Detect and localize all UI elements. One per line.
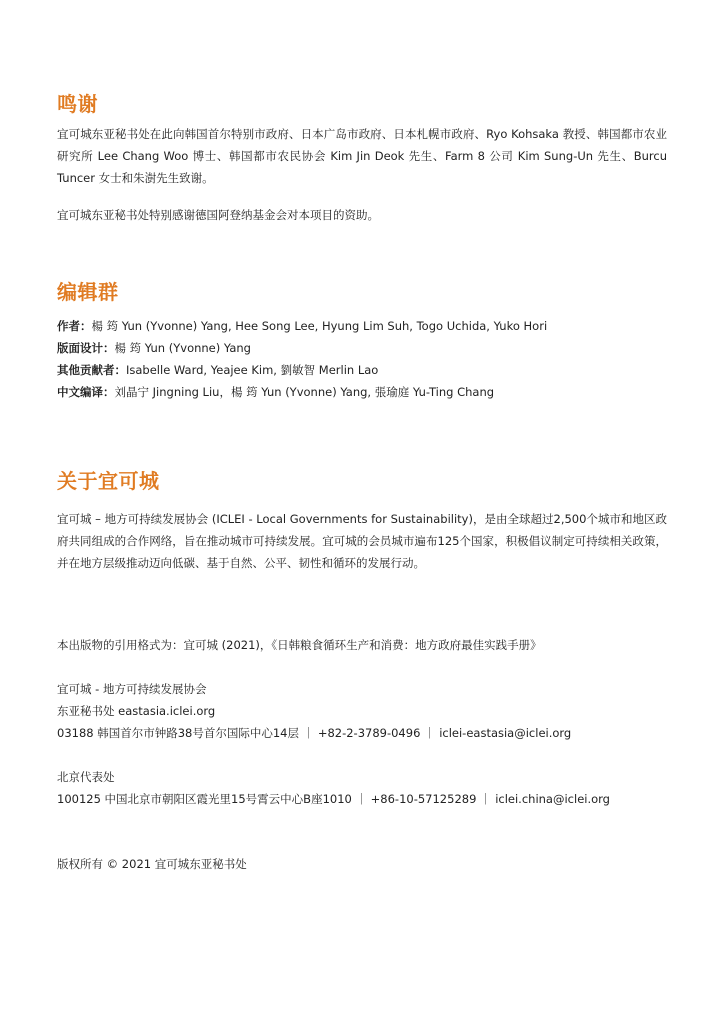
contact-org: 宜可城 - 地方可持续发展协会 [57,682,207,696]
credit-contributors [57,362,667,378]
about-title: 关于宜可城 [57,469,160,493]
beijing-office-title: 北京代表处 [57,770,115,784]
credit-translation [57,384,667,400]
credit-key: 中文编译： [57,385,115,399]
credit-key: 其他贡献者： [57,363,126,377]
acknowledgements-paragraph-2: 宜可城东亚秘书处特别感谢德国阿登纳基金会对本项目的资助。 [57,208,379,222]
credit-value: 楊 筠 Yun (Yvonne) Yang, Hee Song Lee, Hyung Lim Suh, Togo Uchida, Yuko Hori [91,319,548,333]
credit-key: 版面设计： [57,341,115,355]
copyright-text: 版权所有 © 2021 宜可城东亚秘书处 [57,857,247,871]
contact-address: 03188 韩国首尔市钟路38号首尔国际中心14层 ｜ +82-2-3789-0496 ｜ iclei-eastasia@iclei.org [57,726,572,740]
citation-text: 本出版物的引用格式为：宜可城 (2021)，《日韩粮食循环生产和消费：地方政府最佳实践手册》 [57,638,542,652]
credit-key: 作者： [57,319,92,333]
beijing-office-address: 100125 中国北京市朝阳区霞光里15号霄云中心B座1010 ｜ +86-10-57125289 ｜ iclei.china@iclei.org [57,792,610,806]
about-paragraph: 宜可城 – 地方可持续发展协会 (ICLEI - Local Governments for Sustainability)，是由全球超过2,500个城市和地区政府共同组成的合作网络，旨在推动城市可持续发展。宜可城的会员城市遍布125个国家，积极倡议制定可持续相关政策，并在地方层级推动迈向低碳、基于自然、公平、韧性和循环的发展行动。 [57,512,667,570]
contact-secretariat: 东亚秘书处 eastasia.iclei.org [57,704,216,718]
acknowledgements-paragraph-1: 宜可城东亚秘书处在此向韩国首尔特别市政府、日本广岛市政府、日本札幌市政府、Ryo Kohsaka 教授、韩国都市农业研究所 Lee Chang Woo 博士、韩国都市农民协会 Kim Jin Deok 先生、Farm 8 公司 Kim Sung-Un 先生、Burcu Tuncer 女士和朱澍先生致谢。 [57,127,667,185]
credit-layout [57,340,667,356]
credit-value: Isabelle Ward, Yeajee Kim, 劉敏智 Merlin Lao [126,363,379,377]
document-page [57,0,667,1024]
editorial-title: 编辑群 [57,280,119,304]
credit-authors [57,318,667,334]
acknowledgements-title: 鸣谢 [57,92,98,116]
credit-value: 楊 筠 Yun (Yvonne) Yang [114,341,251,355]
credit-value: 刘晶宁 Jingning Liu，楊 筠 Yun (Yvonne) Yang, 張瑜庭 Yu-Ting Chang [114,385,495,399]
